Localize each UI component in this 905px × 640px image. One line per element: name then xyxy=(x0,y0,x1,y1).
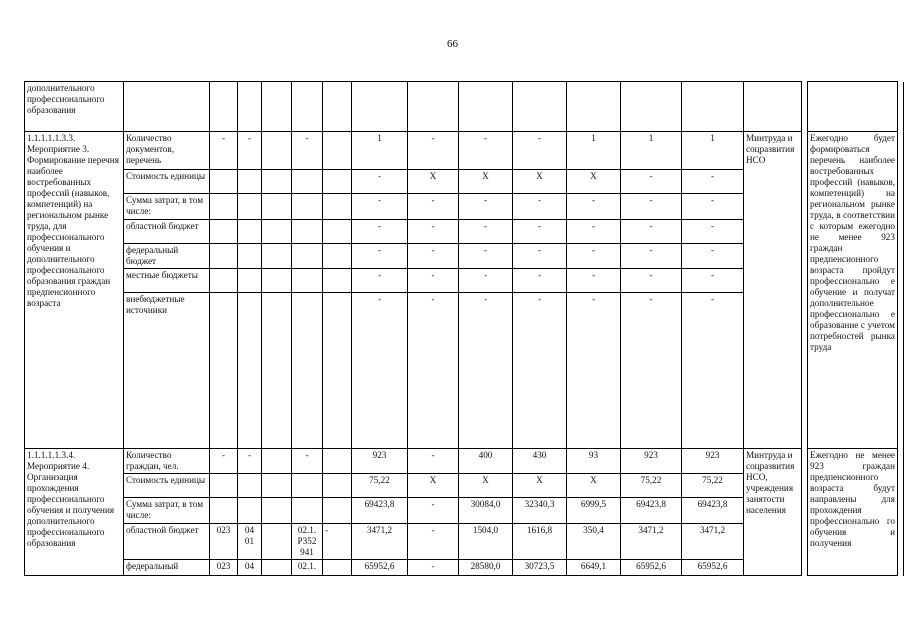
value-cell: 32340,3 xyxy=(513,498,567,524)
value-cell: - xyxy=(621,269,682,293)
value-cell: X xyxy=(408,474,459,498)
top-fragment-row xyxy=(25,82,904,132)
subsection-code xyxy=(262,293,292,449)
value-cell: - xyxy=(682,269,744,293)
value-cell: - xyxy=(513,220,567,244)
value-cell: - xyxy=(459,132,513,170)
section-code: 04 xyxy=(238,560,262,576)
value-cell: 430 xyxy=(513,449,567,474)
value-cell: 923 xyxy=(621,449,682,474)
spacer-cell xyxy=(898,132,904,449)
value-cell: - xyxy=(459,194,513,220)
subsection-code xyxy=(262,244,292,269)
target-article-code: - xyxy=(292,449,323,474)
subsection-code xyxy=(262,170,292,194)
value-cell: X xyxy=(567,170,621,194)
value-cell: - xyxy=(513,293,567,449)
value-cell: 93 xyxy=(567,449,621,474)
value-cell: 1 xyxy=(682,132,744,170)
grbs-code xyxy=(210,293,238,449)
value-cell: X xyxy=(459,474,513,498)
value-cell: 6999,5 xyxy=(567,498,621,524)
grbs-code xyxy=(210,498,238,524)
value-cell: - xyxy=(682,220,744,244)
value-cell: - xyxy=(682,194,744,220)
value-cell: 65952,6 xyxy=(621,560,682,576)
value-cell: 30084,0 xyxy=(459,498,513,524)
value-cell: - xyxy=(567,269,621,293)
value-cell: - xyxy=(408,132,459,170)
value-cell: X xyxy=(513,170,567,194)
value-cell: - xyxy=(513,194,567,220)
section-code xyxy=(238,293,262,449)
budget-table xyxy=(24,81,904,576)
value-cell: X xyxy=(408,170,459,194)
value-cell: - xyxy=(459,269,513,293)
indicator-label: Сумма затрат, в том числе: xyxy=(124,498,210,524)
section-code xyxy=(238,474,262,498)
value-cell: 69423,8 xyxy=(682,498,744,524)
value-cell: - xyxy=(682,293,744,449)
value-cell: 65952,6 xyxy=(352,560,408,576)
expense-type-code xyxy=(323,269,352,293)
value-cell: - xyxy=(567,244,621,269)
target-article-code xyxy=(292,220,323,244)
expense-type-code xyxy=(323,244,352,269)
value-cell: - xyxy=(408,449,459,474)
indicator-label: Стоимость единицы xyxy=(124,474,210,498)
value-cell: 30723,5 xyxy=(513,560,567,576)
grbs-code xyxy=(210,244,238,269)
value-cell: 3471,2 xyxy=(352,524,408,560)
indicator-label: Количество документов, перечень xyxy=(124,132,210,170)
indicator-label: федеральный бюджет xyxy=(124,244,210,269)
section-code: 04 01 xyxy=(238,524,262,560)
value-cell: 65952,6 xyxy=(682,560,744,576)
value-cell: 1616,8 xyxy=(513,524,567,560)
value-cell: - xyxy=(567,293,621,449)
target-article-code xyxy=(292,269,323,293)
expense-type-code xyxy=(323,170,352,194)
target-article-code xyxy=(292,498,323,524)
indicator-label: Стоимость единицы xyxy=(124,170,210,194)
expense-type-code: - xyxy=(323,524,352,560)
subsection-code xyxy=(262,474,292,498)
table-row xyxy=(25,449,904,474)
value-cell: - xyxy=(682,244,744,269)
value-cell: 3471,2 xyxy=(682,524,744,560)
value-cell: 3471,2 xyxy=(621,524,682,560)
value-cell: - xyxy=(408,498,459,524)
expense-type-code xyxy=(323,560,352,576)
expense-type-code xyxy=(323,474,352,498)
indicator-label: федеральный xyxy=(124,560,210,576)
executor-cell: Минтруда и соцразвития НСО xyxy=(744,132,802,449)
value-cell: X xyxy=(513,474,567,498)
value-cell: 1504,0 xyxy=(459,524,513,560)
expense-type-code xyxy=(323,293,352,449)
section-code xyxy=(238,170,262,194)
indicator-label: областной бюджет xyxy=(124,524,210,560)
target-article-code xyxy=(292,170,323,194)
value-cell: 75,22 xyxy=(352,474,408,498)
expected-result: Ежегодно будет формироваться перечень наиболее востребованных профессий (навыков, компетенций) на региональном рынке труда, в соответствии с которым ежегодно не менее 923 граждан предпенсионного возраста пройдут профессионально е обучение и получат дополнительное профессионально е образование с учетом потребностей рынка труда xyxy=(808,132,898,449)
value-cell: - xyxy=(459,244,513,269)
spacer-cell xyxy=(898,449,904,576)
grbs-code xyxy=(210,220,238,244)
value-cell: - xyxy=(408,194,459,220)
target-article-code xyxy=(292,194,323,220)
value-cell: 1 xyxy=(352,132,408,170)
value-cell: 75,22 xyxy=(621,474,682,498)
value-cell: - xyxy=(408,269,459,293)
value-cell: - xyxy=(567,194,621,220)
value-cell: X xyxy=(567,474,621,498)
grbs-code: - xyxy=(210,449,238,474)
target-article-code xyxy=(292,293,323,449)
indicator-label: областной бюджет xyxy=(124,220,210,244)
indicator-label: Сумма затрат, в том числе: xyxy=(124,194,210,220)
value-cell: 75,22 xyxy=(682,474,744,498)
value-cell: 69423,8 xyxy=(621,498,682,524)
grbs-code xyxy=(210,269,238,293)
section-code: - xyxy=(238,132,262,170)
section-code: - xyxy=(238,449,262,474)
page-number: 66 xyxy=(447,38,458,50)
value-cell: - xyxy=(408,220,459,244)
indicator-label: местные бюджеты xyxy=(124,269,210,293)
subsection-code xyxy=(262,524,292,560)
value-cell: - xyxy=(408,293,459,449)
target-article-code: 02.1. xyxy=(292,560,323,576)
target-article-code: - xyxy=(292,132,323,170)
value-cell: 923 xyxy=(682,449,744,474)
value-cell: - xyxy=(408,524,459,560)
value-cell: 400 xyxy=(459,449,513,474)
expense-type-code xyxy=(323,498,352,524)
value-cell: - xyxy=(513,132,567,170)
section-code xyxy=(238,269,262,293)
value-cell: - xyxy=(352,194,408,220)
value-cell: 923 xyxy=(352,449,408,474)
value-cell: - xyxy=(513,269,567,293)
indicator-label: внебюджетные источники xyxy=(124,293,210,449)
value-cell: - xyxy=(459,293,513,449)
expense-type-code xyxy=(323,449,352,474)
grbs-code: - xyxy=(210,132,238,170)
subsection-code xyxy=(262,132,292,170)
grbs-code: 023 xyxy=(210,560,238,576)
top-fragment-text: дополнительного профессионального образования xyxy=(25,82,124,132)
indicator-label: Количество граждан, чел. xyxy=(124,449,210,474)
expense-type-code xyxy=(323,194,352,220)
value-cell: - xyxy=(459,220,513,244)
target-article-code xyxy=(292,474,323,498)
value-cell: - xyxy=(352,170,408,194)
value-cell: X xyxy=(459,170,513,194)
value-cell: - xyxy=(352,220,408,244)
subsection-code xyxy=(262,269,292,293)
value-cell: - xyxy=(408,560,459,576)
subsection-code xyxy=(262,560,292,576)
value-cell: - xyxy=(621,293,682,449)
grbs-code xyxy=(210,170,238,194)
value-cell: - xyxy=(352,293,408,449)
value-cell: - xyxy=(621,194,682,220)
value-cell: 1 xyxy=(567,132,621,170)
expected-result: Ежегодно не менее 923 граждан предпенсионного возраста будут направлены для прохождения профессионально го обучения и получения xyxy=(808,449,898,576)
target-article-code xyxy=(292,244,323,269)
grbs-code: 023 xyxy=(210,524,238,560)
value-cell: 1 xyxy=(621,132,682,170)
expense-type-code xyxy=(323,220,352,244)
value-cell: - xyxy=(352,269,408,293)
target-article-code: 02.1. Р352 941 xyxy=(292,524,323,560)
subsection-code xyxy=(262,498,292,524)
section-code xyxy=(238,220,262,244)
value-cell: - xyxy=(513,244,567,269)
grbs-code xyxy=(210,474,238,498)
section-code xyxy=(238,244,262,269)
grbs-code xyxy=(210,194,238,220)
value-cell: 69423,8 xyxy=(352,498,408,524)
value-cell: - xyxy=(621,220,682,244)
activity-name: 1.1.1.1.1.3.3. Мероприятие 3. Формирование перечня наиболее востребованных профессий (навыков, компетенций) на региональном рынке труда, для профессионального обучения и дополнительного профессионального образования граждан предпенсионного возраста xyxy=(25,132,124,449)
value-cell: - xyxy=(682,170,744,194)
value-cell: 28580,0 xyxy=(459,560,513,576)
section-code xyxy=(238,194,262,220)
value-cell: - xyxy=(408,244,459,269)
value-cell: - xyxy=(352,244,408,269)
subsection-code xyxy=(262,194,292,220)
section-code xyxy=(238,498,262,524)
executor-cell: Минтруда и соцразвития НСО, учреждения занятости населения xyxy=(744,449,802,576)
value-cell: - xyxy=(621,170,682,194)
value-cell: - xyxy=(621,244,682,269)
value-cell: 6649,1 xyxy=(567,560,621,576)
activity-name: 1.1.1.1.1.3.4. Мероприятие 4. Организация прохождения профессионального обучения и получения дополнительного профессионального образования xyxy=(25,449,124,576)
subsection-code xyxy=(262,449,292,474)
table-row xyxy=(25,132,904,170)
subsection-code xyxy=(262,220,292,244)
expense-type-code xyxy=(323,132,352,170)
value-cell: 350,4 xyxy=(567,524,621,560)
value-cell: - xyxy=(567,220,621,244)
